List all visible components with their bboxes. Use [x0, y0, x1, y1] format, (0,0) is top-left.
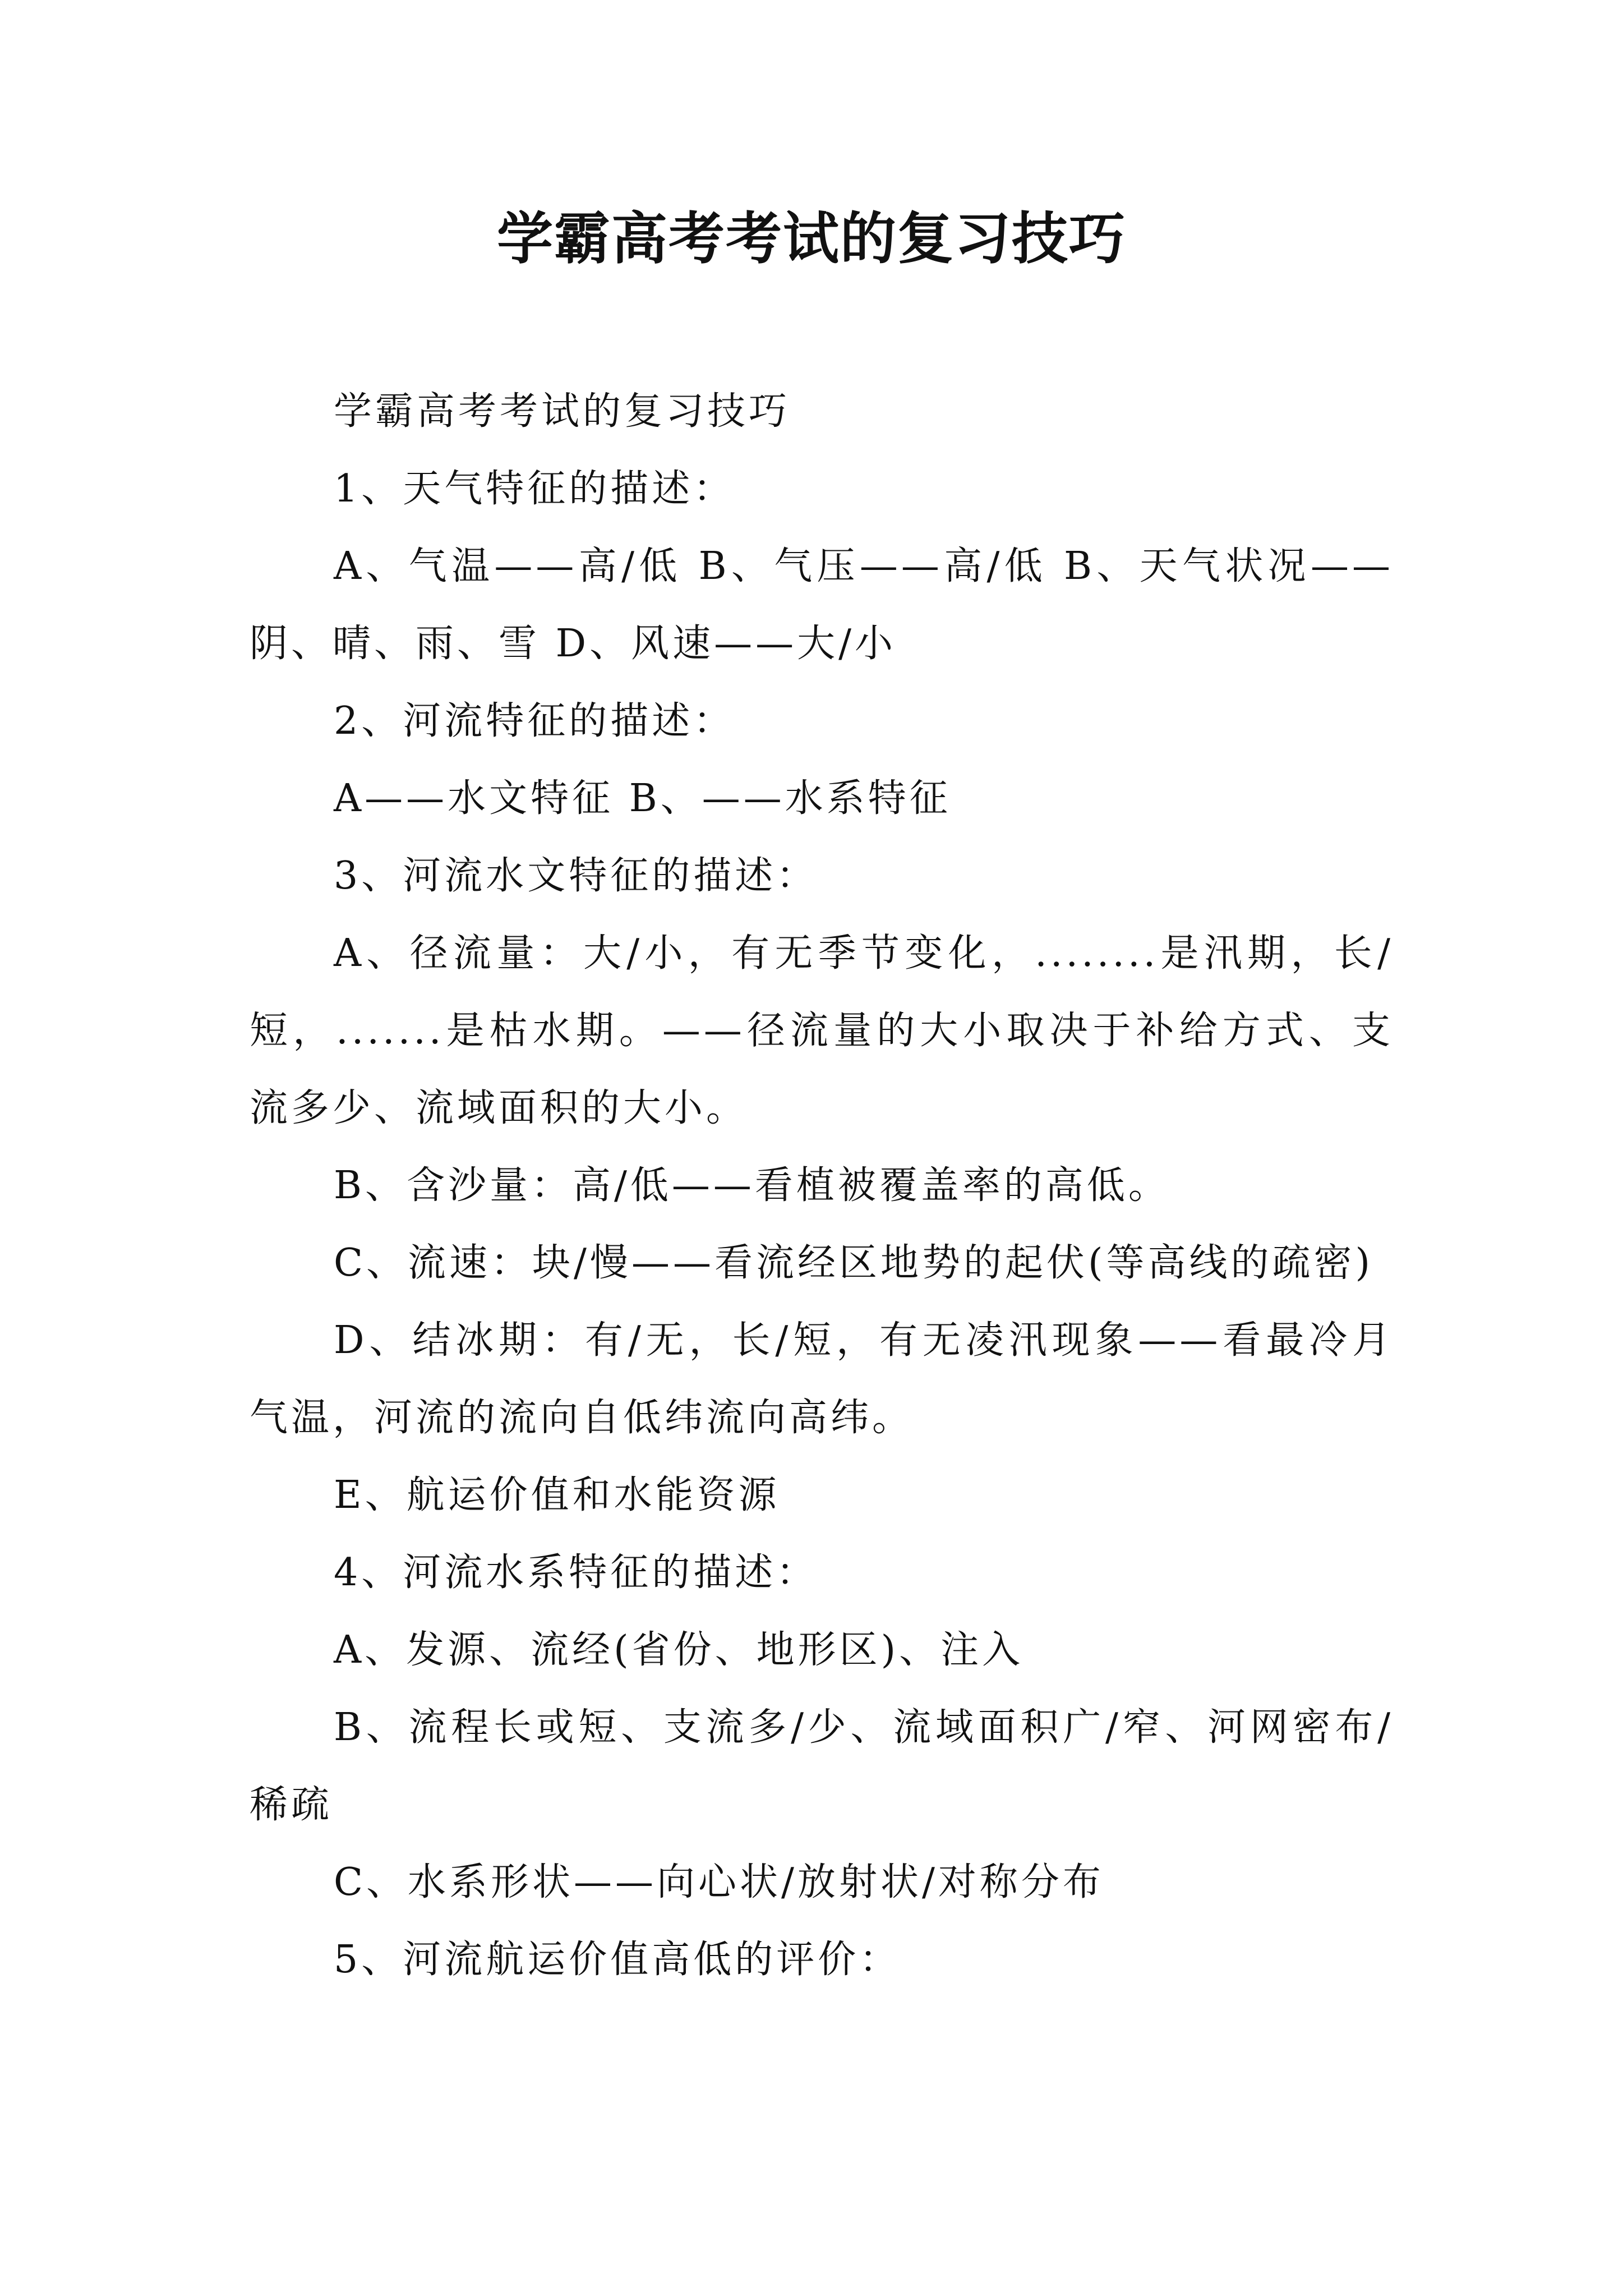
paragraph-navigation-hydropower: E、航运价值和水能资源	[334, 1473, 780, 1517]
paragraph-river-title: 2、河流特征的描述：	[334, 699, 735, 743]
document-body	[250, 373, 1394, 1999]
paragraph-weather-title: 1、天气特征的描述：	[334, 467, 735, 511]
paragraph-sediment: B、含沙量：高/低——看植被覆盖率的高低。	[334, 1163, 1170, 1208]
paragraph-system-shape: C、水系形状——向心状/放射状/对称分布	[334, 1860, 1104, 1904]
paragraph-river-items: A——水文特征 B、——水系特征	[334, 776, 951, 821]
paragraph-hydrology-title: 3、河流水文特征的描述：	[334, 854, 818, 898]
paragraph-freezing: D、结冰期：有/无，长/短，有无凌汛现象——看最冷月气温，河流的流向自低纬流向高纬。	[250, 1318, 1394, 1440]
paragraph-length-tributaries: B、流程长或短、支流多/少、流域面积广/窄、河网密布/稀疏	[250, 1705, 1394, 1827]
paragraph-navigation-evaluation: 5、河流航运价值高低的评价：	[334, 1938, 901, 1982]
document-title: 学霸高考考试的复习技巧	[497, 205, 1126, 272]
paragraph-runoff: A、径流量：大/小，有无季节变化，........是汛期，长/短，.......是枯水期。——径流量的大小取决于补给方式、支流多少、流域面积的大小。	[250, 931, 1394, 1130]
paragraph-river-system-title: 4、河流水系特征的描述：	[334, 1550, 818, 1595]
paragraph-heading: 学霸高考考试的复习技巧	[334, 389, 791, 434]
paragraph-source-course: A、发源、流经(省份、地形区)、注入	[334, 1628, 1024, 1672]
paragraph-flow-speed: C、流速：块/慢——看流经区地势的起伏(等高线的疏密)	[334, 1241, 1373, 1285]
paragraph-weather-items: A、气温——高/低 B、气压——高/低 B、天气状况——阴、晴、雨、雪 D、风速——大/小	[250, 544, 1394, 666]
